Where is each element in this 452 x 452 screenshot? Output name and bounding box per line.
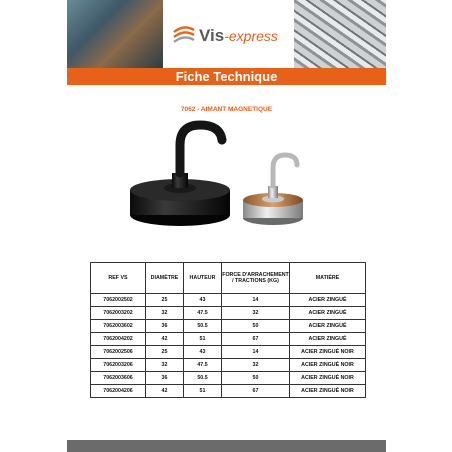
cell-diametre: 25: [146, 346, 184, 359]
table-row: [91, 346, 366, 359]
cell-hauteur: 50.5: [184, 320, 222, 333]
cell-matiere: ACIER ZINGUÉ: [290, 307, 366, 320]
col-header-matiere: MATIÈRE: [290, 263, 366, 294]
table-row: [91, 294, 366, 307]
cell-matiere: ACIER ZINGUÉ: [290, 320, 366, 333]
col-header-force: FORCE D'ARRACHEMENT / TRACTIONS (KG): [222, 263, 290, 294]
table-row: [91, 372, 366, 385]
cell-matiere: ACIER ZINGUÉ: [290, 294, 366, 307]
table-row: [91, 385, 366, 398]
cell-ref: 7062003202: [91, 307, 146, 320]
cell-ref: 7062002502: [91, 294, 146, 307]
cell-ref: 7062004206: [91, 385, 146, 398]
black-hook-magnet: [130, 125, 230, 226]
footer-bar: [67, 440, 386, 452]
logo: [163, 0, 294, 68]
cell-diametre: 25: [146, 294, 184, 307]
cell-ref: 7062003606: [91, 372, 146, 385]
col-header-ref: REF VS: [91, 263, 146, 294]
cell-hauteur: 51: [184, 385, 222, 398]
cell-matiere: ACIER ZINGUÉ NOIR: [290, 346, 366, 359]
cell-matiere: ACIER ZINGUÉ NOIR: [290, 359, 366, 372]
silver-hook-magnet: [243, 155, 303, 225]
cell-ref: 7062004202: [91, 333, 146, 346]
cell-diametre: 32: [146, 359, 184, 372]
fiche-technique-banner: Fiche Technique: [67, 68, 386, 85]
table-row: [91, 307, 366, 320]
table-row: [91, 333, 366, 346]
cell-force: 50: [222, 372, 290, 385]
cell-diametre: 32: [146, 307, 184, 320]
logo-swoosh-icon: [172, 24, 196, 46]
cell-force: 14: [222, 346, 290, 359]
header: [67, 0, 386, 68]
cell-force: 50: [222, 320, 290, 333]
cell-ref: 7062003602: [91, 320, 146, 333]
cell-diametre: 36: [146, 320, 184, 333]
tools-photo: [67, 0, 163, 68]
table-row: [91, 320, 366, 333]
cell-force: 67: [222, 333, 290, 346]
cell-force: 14: [222, 294, 290, 307]
cell-diametre: 42: [146, 333, 184, 346]
specs-table: [90, 262, 366, 398]
cell-hauteur: 43: [184, 294, 222, 307]
cell-force: 32: [222, 307, 290, 320]
cell-diametre: 42: [146, 385, 184, 398]
cell-diametre: 36: [146, 372, 184, 385]
cell-force: 32: [222, 359, 290, 372]
cell-matiere: ACIER ZINGUÉ: [290, 333, 366, 346]
cell-hauteur: 50.5: [184, 372, 222, 385]
col-header-diametre: DIAMÈTRE: [146, 263, 184, 294]
table-row: [91, 359, 366, 372]
brand-name: Vis-express: [199, 26, 278, 45]
cell-hauteur: 43: [184, 346, 222, 359]
table-header-row: [91, 263, 366, 294]
cell-matiere: ACIER ZINGUÉ NOIR: [290, 372, 366, 385]
cell-force: 67: [222, 385, 290, 398]
magnets-image: [125, 120, 325, 235]
screws-photo: [294, 0, 386, 68]
cell-ref: 7062003206: [91, 359, 146, 372]
cell-matiere: ACIER ZINGUÉ NOIR: [290, 385, 366, 398]
cell-ref: 7062002506: [91, 346, 146, 359]
product-title: 7062 - AIMANT MAGNETIQUE: [180, 106, 273, 113]
col-header-hauteur: HAUTEUR: [184, 263, 222, 294]
cell-hauteur: 47.5: [184, 307, 222, 320]
cell-hauteur: 51: [184, 333, 222, 346]
cell-hauteur: 47.5: [184, 359, 222, 372]
